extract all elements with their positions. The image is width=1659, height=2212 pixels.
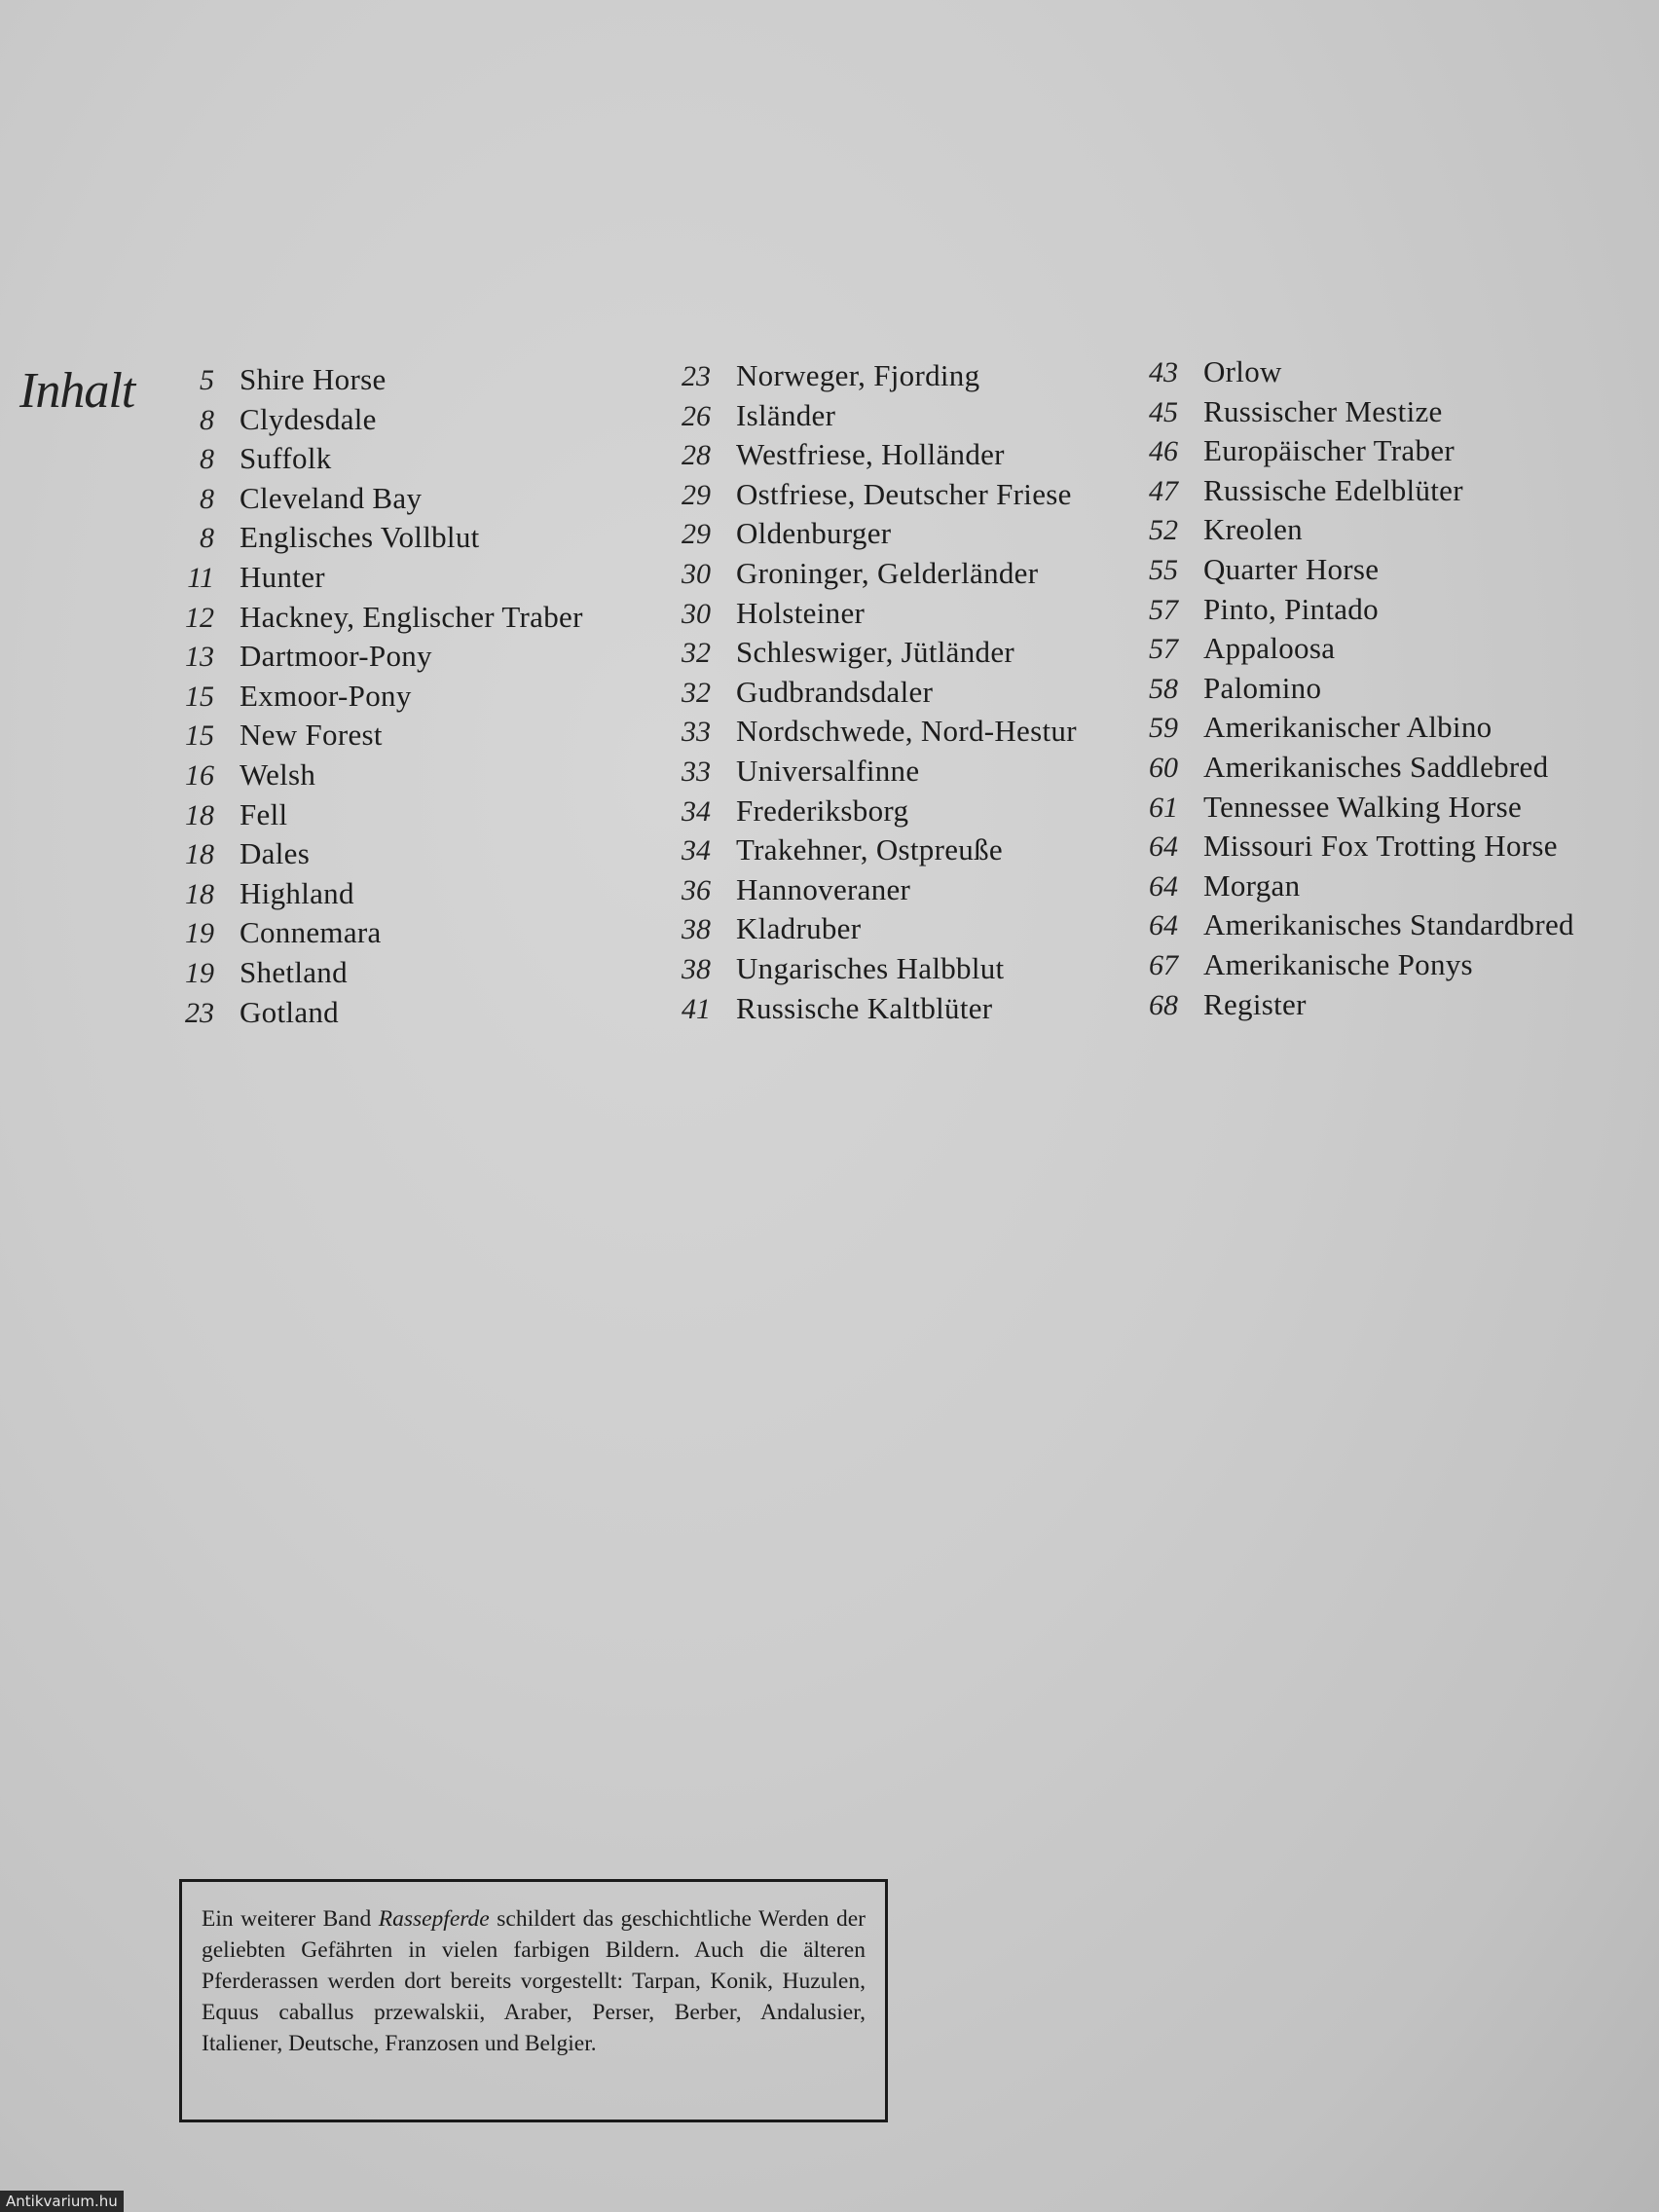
page-number: 46 bbox=[1149, 435, 1178, 468]
entry-title: Ungarisches Halbblut bbox=[736, 950, 1005, 985]
entry-title: Nordschwede, Nord-Hestur bbox=[736, 714, 1077, 749]
page-number: 15 bbox=[185, 680, 214, 713]
page-number: 13 bbox=[185, 641, 214, 674]
page-number: 34 bbox=[682, 794, 711, 828]
page-number: 18 bbox=[185, 838, 214, 871]
toc-entry bbox=[643, 991, 1077, 1031]
toc-entry bbox=[146, 797, 583, 837]
entry-title: Gudbrandsdaler bbox=[736, 674, 934, 709]
toc-entry bbox=[643, 398, 1077, 438]
page-number: 45 bbox=[1149, 395, 1178, 428]
entry-title: Kreolen bbox=[1203, 512, 1303, 547]
page-number: 15 bbox=[185, 719, 214, 753]
toc-entry bbox=[1110, 512, 1574, 552]
toc-entry bbox=[643, 872, 1077, 912]
toc-entry bbox=[146, 600, 583, 640]
entry-title: Tennessee Walking Horse bbox=[1203, 789, 1523, 824]
page-number: 47 bbox=[1149, 474, 1178, 507]
note-box bbox=[179, 1879, 888, 2122]
toc-entry bbox=[146, 362, 583, 402]
page-number: 68 bbox=[1149, 988, 1178, 1021]
entry-title: Amerikanischer Albino bbox=[1203, 710, 1493, 745]
entry-title: Morgan bbox=[1203, 867, 1301, 903]
page-number: 8 bbox=[200, 482, 214, 515]
toc-entry bbox=[1110, 671, 1574, 711]
entry-title: Universalfinne bbox=[736, 753, 920, 788]
toc-column-3 bbox=[1110, 354, 1574, 1026]
watermark: Antikvarium.hu bbox=[0, 2191, 124, 2212]
entry-title: Orlow bbox=[1203, 354, 1282, 388]
page-number: 8 bbox=[200, 443, 214, 476]
page-number: 61 bbox=[1149, 791, 1178, 824]
toc-entry bbox=[146, 915, 583, 955]
page-number: 33 bbox=[682, 716, 711, 749]
entry-title: Dartmoor-Pony bbox=[240, 639, 432, 674]
entry-title: Europäischer Traber bbox=[1203, 433, 1455, 468]
entry-title: Russische Kaltblüter bbox=[736, 990, 993, 1025]
page-number: 26 bbox=[682, 399, 711, 432]
page-number: 11 bbox=[187, 561, 214, 594]
toc-entry bbox=[1110, 750, 1574, 790]
entry-title: Hunter bbox=[240, 559, 325, 594]
entry-title: Holsteiner bbox=[736, 595, 866, 630]
page-number: 28 bbox=[682, 439, 711, 472]
page-number: 5 bbox=[200, 364, 214, 396]
page-number: 19 bbox=[185, 956, 214, 989]
page-number: 52 bbox=[1149, 514, 1178, 547]
page-number: 18 bbox=[185, 877, 214, 910]
page-number: 57 bbox=[1149, 633, 1178, 666]
entry-title: Quarter Horse bbox=[1203, 551, 1380, 586]
entry-title: Welsh bbox=[240, 756, 316, 792]
toc-entry bbox=[643, 477, 1077, 517]
page-number: 59 bbox=[1149, 712, 1178, 745]
entry-title: Clydesdale bbox=[240, 401, 377, 436]
toc-entry bbox=[643, 437, 1077, 477]
toc-entry bbox=[643, 911, 1077, 951]
entry-title: Cleveland Bay bbox=[240, 480, 423, 515]
toc-column-2 bbox=[643, 358, 1077, 1030]
entry-title: Russische Edelblüter bbox=[1203, 472, 1463, 507]
toc-entry bbox=[643, 675, 1077, 715]
page-number: 30 bbox=[682, 597, 711, 630]
page-number: 29 bbox=[682, 518, 711, 551]
toc-entry bbox=[146, 639, 583, 679]
toc-entry bbox=[1110, 592, 1574, 632]
toc-entry bbox=[1110, 354, 1574, 394]
entry-title: Connemara bbox=[240, 915, 382, 950]
page-number: 33 bbox=[682, 755, 711, 788]
page-number: 18 bbox=[185, 798, 214, 831]
toc-entry bbox=[1110, 790, 1574, 830]
contents-heading: Inhalt bbox=[19, 363, 135, 419]
toc-column-1 bbox=[146, 362, 583, 1034]
toc-entry bbox=[643, 793, 1077, 833]
entry-title: Hackney, Englischer Traber bbox=[240, 599, 583, 634]
page-number: 38 bbox=[682, 952, 711, 985]
toc-entry bbox=[1110, 868, 1574, 908]
entry-title: New Forest bbox=[240, 718, 383, 753]
entry-title: Westfriese, Holländer bbox=[736, 437, 1005, 472]
entry-title: Schleswiger, Jütländer bbox=[736, 635, 1015, 670]
toc-entry bbox=[146, 402, 583, 442]
entry-title: Englisches Vollblut bbox=[240, 520, 480, 555]
page-number: 36 bbox=[682, 873, 711, 906]
toc-entry bbox=[643, 951, 1077, 991]
entry-title: Shire Horse bbox=[240, 362, 387, 396]
entry-title: Amerikanische Ponys bbox=[1203, 946, 1473, 981]
entry-title: Dales bbox=[240, 836, 311, 871]
toc-entry bbox=[146, 718, 583, 757]
entry-title: Highland bbox=[240, 875, 354, 910]
toc-entry bbox=[1110, 907, 1574, 947]
toc-entry bbox=[146, 441, 583, 481]
page-number: 8 bbox=[200, 403, 214, 436]
entry-title: Gotland bbox=[240, 994, 339, 1029]
toc-entry bbox=[146, 757, 583, 797]
toc-entry bbox=[1110, 829, 1574, 868]
entry-title: Isländer bbox=[736, 397, 836, 432]
page-number: 23 bbox=[185, 996, 214, 1029]
toc-entry bbox=[146, 520, 583, 560]
page-number: 41 bbox=[682, 992, 711, 1025]
entry-title: Pinto, Pintado bbox=[1203, 591, 1379, 626]
toc-entry bbox=[1110, 987, 1574, 1027]
note-book-title: Rassepferde bbox=[378, 1906, 490, 1932]
page-number: 32 bbox=[682, 676, 711, 709]
page-number: 58 bbox=[1149, 672, 1178, 705]
entry-title: Suffolk bbox=[240, 441, 332, 476]
toc-entry bbox=[146, 876, 583, 916]
note-text-rest: schildert das geschichtliche Werden der geliebten Gefährten in vielen farbigen Bildern. Auch die älteren Pferderassen werden dort bereits vorgestellt: Tarpan, Konik, Huzulen, Equus caballus przewalskii, Araber, Perser, Berber, Andalusier, Italiener, Deutsche, Franzosen und Belgier. bbox=[202, 1906, 866, 2056]
toc-entry bbox=[1110, 710, 1574, 750]
toc-entry bbox=[643, 516, 1077, 556]
toc-entry bbox=[146, 481, 583, 521]
toc-entry bbox=[643, 596, 1077, 636]
entry-title: Russischer Mestize bbox=[1203, 393, 1443, 428]
entry-title: Fell bbox=[240, 796, 288, 831]
toc-entry bbox=[1110, 552, 1574, 592]
entry-title: Ostfriese, Deutscher Friese bbox=[736, 476, 1072, 511]
page-number: 38 bbox=[682, 913, 711, 946]
toc-entry bbox=[146, 836, 583, 876]
page-number: 32 bbox=[682, 637, 711, 670]
entry-title: Shetland bbox=[240, 954, 348, 989]
entry-title: Groninger, Gelderländer bbox=[736, 555, 1039, 590]
entry-title: Amerikanisches Saddlebred bbox=[1203, 749, 1549, 784]
page-number: 30 bbox=[682, 557, 711, 590]
toc-entry bbox=[643, 556, 1077, 596]
page-number: 19 bbox=[185, 917, 214, 950]
toc-entry bbox=[643, 358, 1077, 398]
entry-title: Palomino bbox=[1203, 670, 1322, 705]
page-number: 16 bbox=[185, 758, 214, 792]
toc-entry bbox=[1110, 631, 1574, 671]
toc-entry bbox=[146, 560, 583, 600]
toc-entry bbox=[1110, 947, 1574, 987]
entry-title: Trakehner, Ostpreuße bbox=[736, 832, 1003, 867]
entry-title: Appaloosa bbox=[1203, 631, 1336, 666]
entry-title: Oldenburger bbox=[736, 516, 892, 551]
entry-title: Frederiksborg bbox=[736, 793, 909, 828]
page-number: 43 bbox=[1149, 356, 1178, 388]
toc-entry bbox=[146, 679, 583, 719]
page-number: 23 bbox=[682, 360, 711, 392]
page-number: 55 bbox=[1149, 553, 1178, 586]
page-number: 57 bbox=[1149, 593, 1178, 626]
entry-title: Missouri Fox Trotting Horse bbox=[1203, 829, 1558, 864]
toc-entry bbox=[643, 714, 1077, 754]
toc-entry bbox=[643, 754, 1077, 793]
page-number: 34 bbox=[682, 834, 711, 867]
page-number: 64 bbox=[1149, 909, 1178, 942]
entry-title: Hannoveraner bbox=[736, 871, 911, 906]
toc-entry bbox=[146, 955, 583, 995]
toc-entry bbox=[1110, 433, 1574, 473]
page-number: 67 bbox=[1149, 948, 1178, 981]
toc-entry bbox=[146, 995, 583, 1035]
page-number: 29 bbox=[682, 478, 711, 511]
toc-entry bbox=[643, 635, 1077, 675]
entry-title: Exmoor-Pony bbox=[240, 678, 412, 713]
toc-entry bbox=[1110, 473, 1574, 513]
page-number: 64 bbox=[1149, 869, 1178, 903]
page-number: 12 bbox=[185, 601, 214, 634]
note-text-start: Ein weiterer Band bbox=[202, 1906, 379, 1932]
entry-title: Amerikanisches Standardbred bbox=[1203, 907, 1574, 942]
toc-entry bbox=[1110, 394, 1574, 434]
page-number: 8 bbox=[200, 522, 214, 555]
toc-entry bbox=[643, 832, 1077, 872]
entry-title: Register bbox=[1203, 986, 1307, 1021]
entry-title: Kladruber bbox=[736, 911, 862, 946]
page-number: 60 bbox=[1149, 751, 1178, 784]
page-number: 64 bbox=[1149, 830, 1178, 864]
entry-title: Norweger, Fjording bbox=[736, 358, 980, 392]
